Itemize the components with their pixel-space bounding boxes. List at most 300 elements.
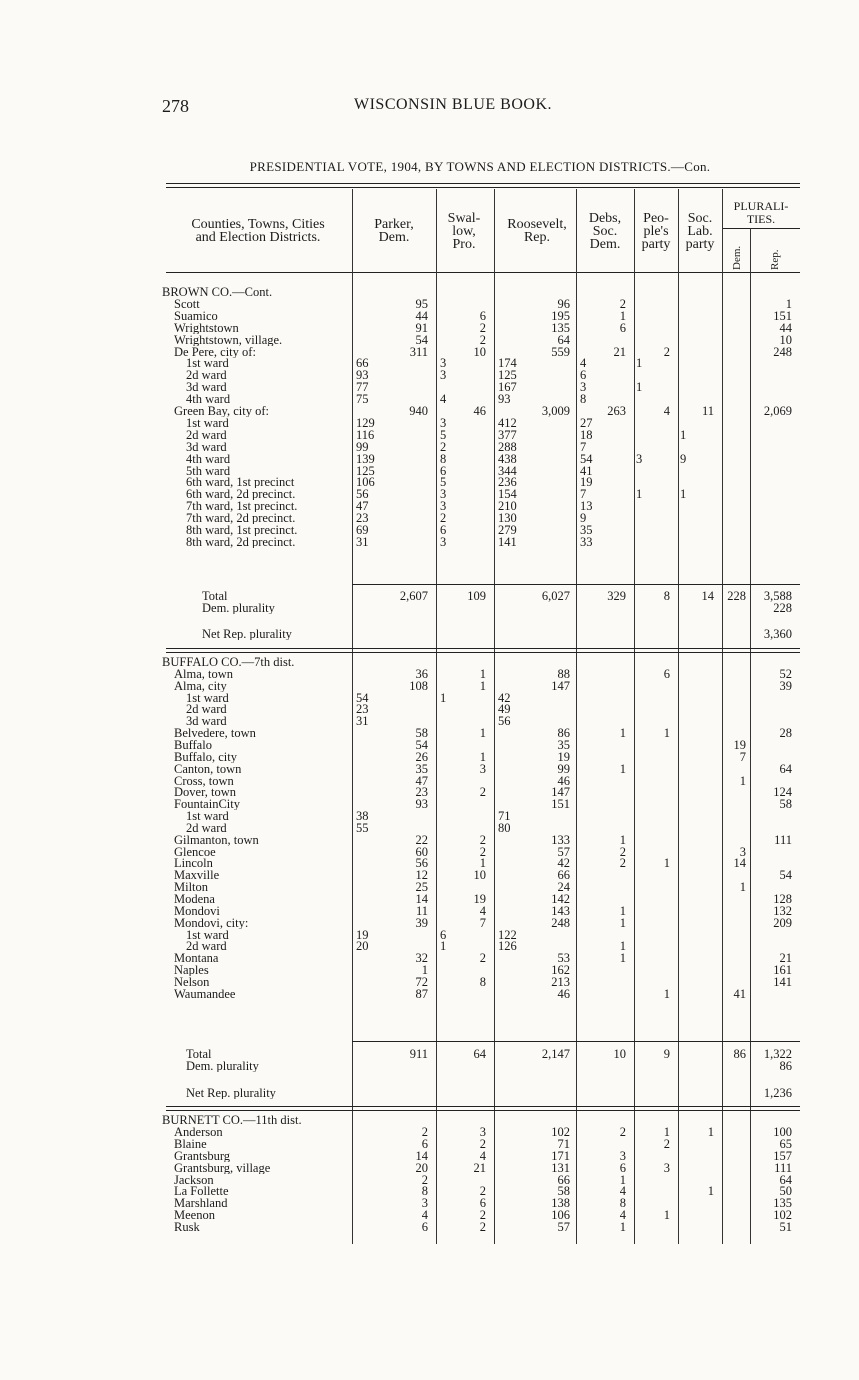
row-label: BUFFALO CO.—7th dist. xyxy=(162,656,295,668)
cell: 1 xyxy=(421,963,428,978)
table-top-rule-2 xyxy=(166,187,800,188)
cell: 559 xyxy=(551,344,570,359)
header-parker: Parker, Dem. xyxy=(374,217,414,245)
cell: 42 xyxy=(557,856,570,871)
cell: 1 xyxy=(663,1208,670,1223)
cell: 46 xyxy=(557,773,570,788)
cell: 248 xyxy=(773,344,792,359)
row-label: BROWN CO.—Cont. xyxy=(162,286,273,298)
cell: 288 xyxy=(498,440,517,453)
row-label: 6th ward, 1st precinct xyxy=(186,476,295,489)
cell: 130 xyxy=(498,512,517,525)
cell: 4 xyxy=(440,393,447,406)
cell: 3 xyxy=(440,369,447,382)
cell: 2 xyxy=(619,296,626,311)
cell: 5 xyxy=(440,476,447,489)
cell: 93 xyxy=(415,797,428,812)
row-label: Gilmanton, town xyxy=(174,833,259,846)
header-plur-rep: Rep. xyxy=(769,249,781,270)
cell: 58 xyxy=(557,1184,570,1199)
row-label: Alma, town xyxy=(174,667,234,680)
cell: 52 xyxy=(779,666,792,681)
cell: 279 xyxy=(498,524,517,536)
cell: 1 xyxy=(663,986,670,1001)
cell: 1 xyxy=(680,428,687,441)
table-row xyxy=(0,976,859,988)
cell: 88 xyxy=(557,666,570,681)
row-label: Milton xyxy=(174,881,209,894)
cell: 2 xyxy=(440,512,447,525)
cell: 3 xyxy=(440,416,447,429)
cell: 57 xyxy=(557,1220,570,1235)
cell: 1 xyxy=(636,381,643,394)
row-label: Montana xyxy=(174,952,219,965)
cell: 139 xyxy=(356,452,375,465)
cell: 25 xyxy=(415,880,428,895)
total-cell: 3,588 xyxy=(763,589,792,603)
cell: 138 xyxy=(551,1196,570,1211)
cell: 69 xyxy=(356,524,369,536)
total-cell: 228 xyxy=(727,589,746,603)
cell: 940 xyxy=(409,404,428,418)
cell: 102 xyxy=(773,1208,792,1223)
table-row xyxy=(0,1197,859,1209)
row-label: Maxville xyxy=(174,869,220,882)
total-cell: 329 xyxy=(607,589,626,603)
cell: 438 xyxy=(498,452,517,465)
table-row xyxy=(0,322,859,334)
cell: 1 xyxy=(663,856,670,871)
cell: 213 xyxy=(551,974,570,989)
cell: 1 xyxy=(619,939,626,954)
cell: 10 xyxy=(473,868,486,883)
cell: 12 xyxy=(415,868,428,883)
dem-plurality-label: Dem. plurality xyxy=(202,602,275,614)
table-row xyxy=(0,786,859,798)
cell: 1 xyxy=(619,308,626,323)
row-label: Scott xyxy=(174,297,200,310)
row-label: Dover, town xyxy=(174,786,236,799)
row-label: Buffalo xyxy=(174,738,212,751)
table-row xyxy=(0,727,859,739)
row-label: Naples xyxy=(174,964,209,977)
cell: 64 xyxy=(779,1172,792,1187)
row-label: Marshland xyxy=(174,1197,228,1210)
cell: 93 xyxy=(356,369,369,382)
cell: 19 xyxy=(473,892,486,906)
row-label: Blaine xyxy=(174,1137,207,1150)
row-label: Lincoln xyxy=(174,857,213,870)
row-label: 4th ward xyxy=(186,452,231,465)
cell: 77 xyxy=(356,381,369,394)
cell: 1 xyxy=(619,951,626,966)
total-cell: 14 xyxy=(701,589,714,603)
table-row xyxy=(0,357,859,369)
cell: 2 xyxy=(619,844,626,859)
cell: 54 xyxy=(356,691,369,704)
cell: 6 xyxy=(479,308,486,323)
row-label: Waumandee xyxy=(174,987,236,1000)
row-label: 2d ward xyxy=(186,703,227,716)
cell: 236 xyxy=(498,476,517,489)
cell: 87 xyxy=(415,986,428,1001)
row-label: Cross, town xyxy=(174,774,234,787)
cell: 26 xyxy=(415,749,428,764)
cell: 2 xyxy=(479,832,486,847)
cell: 46 xyxy=(557,986,570,1001)
cell: 41 xyxy=(580,464,593,477)
cell: 71 xyxy=(557,1136,570,1151)
cell: 54 xyxy=(415,737,428,752)
cell: 7 xyxy=(479,915,486,930)
running-head: WISCONSIN BLUE BOOK. xyxy=(354,96,552,113)
cell: 1 xyxy=(739,880,746,895)
cell: 50 xyxy=(779,1184,792,1199)
total-cell: 64 xyxy=(473,1047,486,1061)
cell: 39 xyxy=(779,678,792,693)
row-label: Modena xyxy=(174,893,215,905)
net-plurality-label: Net Rep. plurality xyxy=(202,628,292,640)
cell: 147 xyxy=(551,785,570,800)
table-row xyxy=(0,1209,859,1221)
table-row xyxy=(0,536,859,548)
table-row xyxy=(0,680,859,692)
row-label: Meenon xyxy=(174,1209,215,1222)
pluralities-subrule xyxy=(722,228,800,229)
cell: 3 xyxy=(479,761,486,776)
table-row xyxy=(0,964,859,976)
table-row xyxy=(0,739,859,751)
table-row xyxy=(0,465,859,477)
cell: 1 xyxy=(479,856,486,871)
cell: 412 xyxy=(498,416,517,429)
table-row xyxy=(0,881,859,893)
row-label: Rusk xyxy=(174,1221,200,1234)
cell: 209 xyxy=(773,915,792,930)
table-row xyxy=(0,988,859,1000)
table-row xyxy=(0,476,859,488)
cell: 33 xyxy=(580,535,593,548)
cell: 8 xyxy=(440,452,447,465)
cell: 75 xyxy=(356,393,369,406)
cell: 21 xyxy=(473,1160,486,1175)
header-swallow: Swal- low, Pro. xyxy=(447,211,481,252)
table-row xyxy=(0,393,859,405)
cell: 8 xyxy=(421,1184,428,1199)
cell: 2 xyxy=(663,1136,670,1151)
cell: 3 xyxy=(739,844,746,859)
cell: 65 xyxy=(779,1136,792,1151)
cell: 6 xyxy=(479,1196,486,1211)
table-row xyxy=(0,846,859,858)
cell: 51 xyxy=(779,1220,792,1235)
cell: 31 xyxy=(356,715,369,728)
cell: 2 xyxy=(440,440,447,453)
table-row xyxy=(0,1126,859,1138)
cell: 11 xyxy=(415,903,428,918)
cell: 174 xyxy=(498,357,517,370)
row-label: Nelson xyxy=(174,975,210,988)
row-label: Buffalo, city xyxy=(174,750,237,763)
cell: 6 xyxy=(440,524,447,536)
table-row xyxy=(0,857,859,869)
cell: 6 xyxy=(440,928,447,941)
cell: 4 xyxy=(619,1208,626,1223)
cell: 93 xyxy=(498,393,511,406)
cell: 14 xyxy=(415,892,428,906)
cell: 100 xyxy=(773,1124,792,1139)
total-cell: 86 xyxy=(733,1047,746,1061)
cell: 6 xyxy=(580,369,587,382)
cell: 35 xyxy=(415,761,428,776)
cell: 44 xyxy=(779,320,792,335)
table-row xyxy=(0,929,859,941)
cell: 248 xyxy=(551,915,570,930)
cell: 99 xyxy=(557,761,570,776)
cell: 1 xyxy=(619,726,626,741)
cell: 125 xyxy=(498,369,517,382)
cell: 4 xyxy=(663,404,670,418)
table-row xyxy=(0,763,859,775)
section-rule xyxy=(352,584,800,585)
cell: 10 xyxy=(473,344,486,359)
cell: 66 xyxy=(557,868,570,883)
cell: 58 xyxy=(779,797,792,812)
row-label: Grantsburg xyxy=(174,1149,231,1162)
table-row xyxy=(0,334,859,346)
cell: 106 xyxy=(356,476,375,489)
cell: 1 xyxy=(440,940,447,953)
row-label: Jackson xyxy=(174,1173,214,1186)
cell: 36 xyxy=(415,666,428,681)
cell: 7 xyxy=(739,749,746,764)
cell: 311 xyxy=(409,344,428,359)
row-label: Belvedere, town xyxy=(174,727,256,740)
row-label: 5th ward xyxy=(186,464,231,477)
cell: 126 xyxy=(498,940,517,953)
cell: 28 xyxy=(779,726,792,741)
table-row xyxy=(0,441,859,453)
table-row xyxy=(0,692,859,704)
cell: 1 xyxy=(479,678,486,693)
row-label: De Pere, city of: xyxy=(174,345,256,358)
row-label: 2d ward xyxy=(186,940,227,953)
page-number: 278 xyxy=(162,96,189,116)
cell: 1 xyxy=(619,1220,626,1235)
cell: 4 xyxy=(421,1208,428,1223)
cell: 377 xyxy=(498,428,517,441)
cell: 56 xyxy=(498,715,511,728)
table-row xyxy=(0,952,859,964)
cell: 11 xyxy=(701,404,714,418)
cell: 1 xyxy=(619,1172,626,1187)
row-label: Canton, town xyxy=(174,762,242,775)
table-row xyxy=(0,524,859,536)
cell: 66 xyxy=(557,1172,570,1187)
net-plurality-label: Net Rep. plurality xyxy=(186,1087,276,1099)
cell: 128 xyxy=(773,892,792,906)
total-cell: 2,147 xyxy=(541,1047,570,1061)
cell: 2 xyxy=(479,951,486,966)
dem-plurality-label: Dem. plurality xyxy=(186,1060,259,1072)
cell: 19 xyxy=(356,928,369,941)
cell: 72 xyxy=(415,974,428,989)
cell: 27 xyxy=(580,416,593,429)
cell: 32 xyxy=(415,951,428,966)
cell: 23 xyxy=(356,703,369,716)
section-rule xyxy=(352,1041,800,1042)
cell: 1 xyxy=(680,488,687,501)
cell: 133 xyxy=(551,832,570,847)
cell: 47 xyxy=(356,500,369,513)
cell: 64 xyxy=(779,761,792,776)
cell: 4 xyxy=(479,903,486,918)
cell: 344 xyxy=(498,464,517,477)
cell: 6 xyxy=(421,1220,428,1235)
cell: 47 xyxy=(415,773,428,788)
table-row xyxy=(0,298,859,310)
table-row xyxy=(0,703,859,715)
cell: 151 xyxy=(773,308,792,323)
cell: 6 xyxy=(440,464,447,477)
cell: 108 xyxy=(409,678,428,693)
section-heading xyxy=(0,286,859,298)
cell: 64 xyxy=(557,332,570,347)
net-plurality-row xyxy=(0,1087,859,1099)
cell: 2 xyxy=(479,844,486,859)
table-row xyxy=(0,453,859,465)
cell: 56 xyxy=(356,488,369,501)
table-title: PRESIDENTIAL VOTE, 1904, BY TOWNS AND ELECTION DISTRICTS.—Con. xyxy=(249,159,711,174)
cell: 49 xyxy=(498,703,511,716)
cell: 3 xyxy=(663,1160,670,1175)
cell: 58 xyxy=(415,726,428,741)
cell: 31 xyxy=(356,535,369,548)
cell: 56 xyxy=(415,856,428,871)
cell: 3 xyxy=(421,1196,428,1211)
dem-plurality-row xyxy=(0,602,859,614)
cell: 20 xyxy=(356,940,369,953)
row-label: 2d ward xyxy=(186,369,227,382)
cell: 2 xyxy=(479,1208,486,1223)
cell: 3 xyxy=(580,381,587,394)
row-label: 7th ward, 2d precinct. xyxy=(186,512,296,525)
table-row xyxy=(0,488,859,500)
cell: 106 xyxy=(551,1208,570,1223)
table-row xyxy=(0,405,859,417)
cell: 3,009 xyxy=(541,404,570,418)
cell: 54 xyxy=(779,868,792,883)
cell: 129 xyxy=(356,416,375,429)
cell: 2 xyxy=(479,785,486,800)
cell: 2 xyxy=(421,1172,428,1187)
cell: 2,069 xyxy=(763,404,792,418)
cell: 3 xyxy=(479,1124,486,1139)
cell: 1 xyxy=(619,832,626,847)
cell: 18 xyxy=(580,428,593,441)
cell: 39 xyxy=(415,915,428,930)
section-heading xyxy=(0,656,859,668)
cell: 1 xyxy=(707,1124,714,1139)
table-row xyxy=(0,512,859,524)
cell: 57 xyxy=(557,844,570,859)
cell: 60 xyxy=(415,844,428,859)
cell: 1 xyxy=(619,915,626,930)
cell: 7 xyxy=(580,440,587,453)
row-label: Wrightstown, village. xyxy=(174,333,283,346)
cell: 35 xyxy=(557,737,570,752)
table-row xyxy=(0,715,859,727)
total-cell: 10 xyxy=(613,1047,626,1061)
cell: 5 xyxy=(440,428,447,441)
table-row xyxy=(0,500,859,512)
row-label: Green Bay, city of: xyxy=(174,405,269,417)
section-rule xyxy=(166,652,800,653)
cell: 21 xyxy=(613,344,626,359)
header-plur-dem: Dem. xyxy=(731,245,743,270)
cell: 2 xyxy=(479,320,486,335)
cell: 135 xyxy=(773,1196,792,1211)
row-label: 1st ward xyxy=(186,928,229,941)
cell: 263 xyxy=(607,404,626,418)
table-row xyxy=(0,310,859,322)
cell: 3 xyxy=(619,1148,626,1163)
cell: 54 xyxy=(415,332,428,347)
cell: 66 xyxy=(356,357,369,370)
cell: 6 xyxy=(663,666,670,681)
cell: 6 xyxy=(619,1160,626,1175)
header-debs: Debs, Soc. Dem. xyxy=(588,211,622,252)
cell: 1 xyxy=(663,726,670,741)
cell: 1 xyxy=(479,666,486,681)
cell: 53 xyxy=(557,951,570,966)
total-cell: 911 xyxy=(409,1047,428,1061)
cell: 135 xyxy=(551,320,570,335)
cell: 6 xyxy=(421,1136,428,1151)
net-plurality-value: 1,236 xyxy=(763,1086,792,1100)
cell: 8 xyxy=(580,393,587,406)
cell: 2 xyxy=(479,1136,486,1151)
row-label: 1st ward xyxy=(186,810,229,823)
cell: 91 xyxy=(415,320,428,335)
cell: 142 xyxy=(551,892,570,906)
cell: 14 xyxy=(733,856,746,871)
cell: 35 xyxy=(580,524,593,536)
cell: 96 xyxy=(557,296,570,311)
total-label: Total xyxy=(202,590,228,602)
total-cell: 9 xyxy=(663,1047,670,1061)
table-row xyxy=(0,834,859,846)
row-label: 8th ward, 2d precinct. xyxy=(186,535,296,548)
total-cell: 2,607 xyxy=(399,589,428,603)
net-plurality-value: 3,360 xyxy=(763,627,792,641)
cell: 23 xyxy=(415,785,428,800)
table-row xyxy=(0,917,859,929)
cell: 116 xyxy=(356,428,375,441)
header-pluralities: PLURALI- TIES. xyxy=(733,199,789,226)
cell: 9 xyxy=(580,512,587,525)
header-district: Counties, Towns, Cities and Election Districts. xyxy=(191,217,325,245)
cell: 80 xyxy=(498,821,511,834)
cell: 9 xyxy=(680,452,687,465)
cell: 1 xyxy=(663,1124,670,1139)
header-roosevelt: Roosevelt, Rep. xyxy=(507,217,567,245)
section-heading xyxy=(0,1114,859,1126)
cell: 1 xyxy=(707,1184,714,1199)
cell: 195 xyxy=(551,308,570,323)
cell: 102 xyxy=(551,1124,570,1139)
cell: 19 xyxy=(557,749,570,764)
